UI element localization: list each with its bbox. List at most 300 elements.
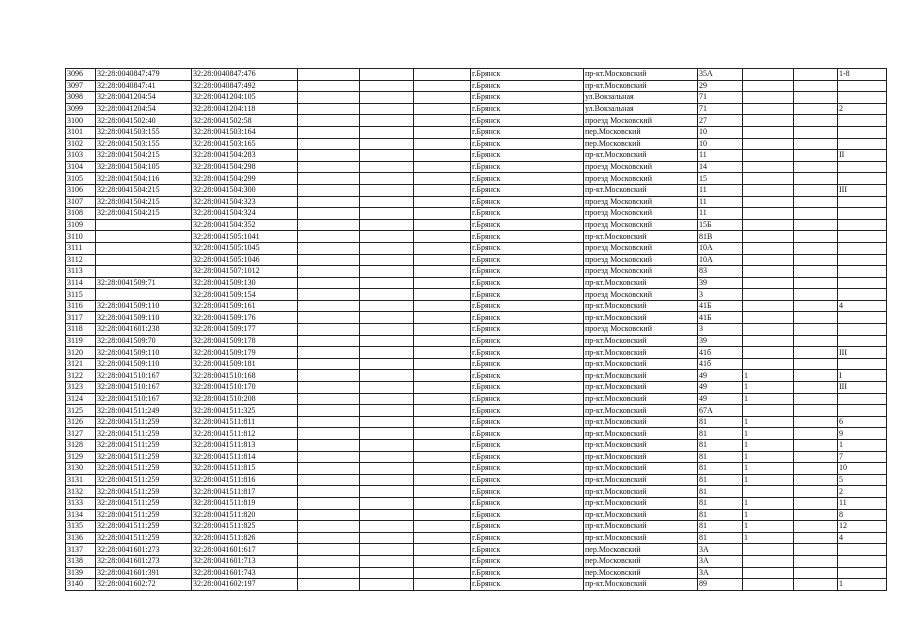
cell-blank-3 xyxy=(414,184,471,196)
cell-blank-2 xyxy=(360,300,414,312)
cell-row-number: 3117 xyxy=(66,312,96,324)
cell-apartment xyxy=(838,161,887,173)
cell-blank-2 xyxy=(360,544,414,556)
table-row xyxy=(66,173,887,185)
cell-cadastral-number: 32:28:0041509:130 xyxy=(192,277,298,289)
cell-blank-4 xyxy=(794,451,838,463)
cell-row-number: 3106 xyxy=(66,184,96,196)
cell-apartment xyxy=(838,567,887,579)
cell-parent-cadastral-number: 32:28:0040847:479 xyxy=(96,69,192,81)
cell-blank-3 xyxy=(414,312,471,324)
cell-apartment xyxy=(838,126,887,138)
cell-blank-1 xyxy=(298,126,360,138)
cell-blank-3 xyxy=(414,393,471,405)
cell-row-number: 3128 xyxy=(66,440,96,452)
cell-blank-1 xyxy=(298,405,360,417)
cell-blank-1 xyxy=(298,382,360,394)
cell-house-number: 15Б xyxy=(698,219,743,231)
cell-parent-cadastral-number: 32:28:0041204:54 xyxy=(96,92,192,104)
cell-blank-4 xyxy=(794,242,838,254)
cell-row-number: 3121 xyxy=(66,358,96,370)
cell-house-number: 10 xyxy=(698,126,743,138)
table-row xyxy=(66,231,887,243)
cell-street: пр-кт.Московский xyxy=(584,532,698,544)
cell-street: пр-кт.Московский xyxy=(584,416,698,428)
cell-parent-cadastral-number: 32:28:0041504:215 xyxy=(96,150,192,162)
cell-street: пр-кт.Московский xyxy=(584,300,698,312)
cell-building: 1 xyxy=(743,509,794,521)
cell-street: проезд Московский xyxy=(584,242,698,254)
cell-blank-3 xyxy=(414,532,471,544)
cell-parent-cadastral-number: 32:28:0041601:273 xyxy=(96,555,192,567)
cell-blank-4 xyxy=(794,509,838,521)
cell-apartment: 4 xyxy=(838,300,887,312)
cell-building xyxy=(743,196,794,208)
cell-blank-2 xyxy=(360,161,414,173)
cell-row-number: 3132 xyxy=(66,486,96,498)
cell-parent-cadastral-number: 32:28:0041511:259 xyxy=(96,486,192,498)
cell-blank-4 xyxy=(794,289,838,301)
cell-blank-2 xyxy=(360,370,414,382)
cell-cadastral-number: 32:28:0041601:617 xyxy=(192,544,298,556)
cell-blank-1 xyxy=(298,347,360,359)
cell-cadastral-number: 32:28:0041505:1045 xyxy=(192,242,298,254)
cell-row-number: 3126 xyxy=(66,416,96,428)
cell-cadastral-number: 32:28:0041511:826 xyxy=(192,532,298,544)
cell-blank-2 xyxy=(360,150,414,162)
cell-row-number: 3104 xyxy=(66,161,96,173)
cell-row-number: 3127 xyxy=(66,428,96,440)
cell-apartment xyxy=(838,231,887,243)
table-row xyxy=(66,150,887,162)
cell-row-number: 3114 xyxy=(66,277,96,289)
cell-apartment xyxy=(838,196,887,208)
cell-blank-4 xyxy=(794,266,838,278)
cell-parent-cadastral-number: 32:28:0041511:259 xyxy=(96,428,192,440)
cell-cadastral-number: 32:28:0041504:298 xyxy=(192,161,298,173)
cell-street: проезд Московский xyxy=(584,161,698,173)
cell-blank-4 xyxy=(794,416,838,428)
cell-city: г.Брянск xyxy=(471,555,584,567)
cell-apartment xyxy=(838,324,887,336)
cell-row-number: 3098 xyxy=(66,92,96,104)
cell-city: г.Брянск xyxy=(471,521,584,533)
cell-blank-2 xyxy=(360,196,414,208)
cell-blank-2 xyxy=(360,115,414,127)
cell-parent-cadastral-number xyxy=(96,242,192,254)
cell-city: г.Брянск xyxy=(471,509,584,521)
cell-blank-4 xyxy=(794,555,838,567)
cell-street: проезд Московский xyxy=(584,324,698,336)
cell-cadastral-number: 32:28:0041509:154 xyxy=(192,289,298,301)
cell-building xyxy=(743,277,794,289)
cell-house-number: 67А xyxy=(698,405,743,417)
cell-street: пр-кт.Московский xyxy=(584,497,698,509)
cell-parent-cadastral-number xyxy=(96,266,192,278)
cell-building xyxy=(743,567,794,579)
cell-row-number: 3139 xyxy=(66,567,96,579)
cell-blank-3 xyxy=(414,567,471,579)
cell-parent-cadastral-number: 32:28:0041204:54 xyxy=(96,103,192,115)
cell-blank-4 xyxy=(794,219,838,231)
cell-street: пер.Московский xyxy=(584,544,698,556)
cell-apartment xyxy=(838,405,887,417)
cell-parent-cadastral-number: 32:28:0041504:215 xyxy=(96,196,192,208)
cell-parent-cadastral-number: 32:28:0041510:167 xyxy=(96,382,192,394)
cell-house-number: 81 xyxy=(698,486,743,498)
table-row xyxy=(66,208,887,220)
cell-apartment xyxy=(838,555,887,567)
cell-cadastral-number: 32:28:0041503:165 xyxy=(192,138,298,150)
cell-house-number: 3 xyxy=(698,289,743,301)
cell-parent-cadastral-number: 32:28:0041509:110 xyxy=(96,358,192,370)
cell-street: пр-кт.Московский xyxy=(584,486,698,498)
cell-apartment: 1-8 xyxy=(838,69,887,81)
cell-blank-3 xyxy=(414,300,471,312)
cell-parent-cadastral-number xyxy=(96,289,192,301)
cell-house-number: 81 xyxy=(698,474,743,486)
cell-row-number: 3119 xyxy=(66,335,96,347)
cell-blank-3 xyxy=(414,579,471,591)
cell-building xyxy=(743,69,794,81)
cell-blank-3 xyxy=(414,219,471,231)
cell-blank-2 xyxy=(360,103,414,115)
cell-house-number: 39 xyxy=(698,277,743,289)
cell-house-number: 71 xyxy=(698,92,743,104)
cell-apartment xyxy=(838,115,887,127)
cell-street: пр-кт.Московский xyxy=(584,405,698,417)
cell-apartment xyxy=(838,289,887,301)
table-row xyxy=(66,509,887,521)
cell-house-number: 41Б xyxy=(698,300,743,312)
cell-street: проезд Московский xyxy=(584,289,698,301)
cell-street: пр-кт.Московский xyxy=(584,69,698,81)
cell-blank-1 xyxy=(298,416,360,428)
cell-row-number: 3111 xyxy=(66,242,96,254)
cell-blank-1 xyxy=(298,242,360,254)
cell-blank-2 xyxy=(360,277,414,289)
cell-street: проезд Московский xyxy=(584,196,698,208)
cell-blank-2 xyxy=(360,289,414,301)
cell-building xyxy=(743,80,794,92)
cell-blank-1 xyxy=(298,150,360,162)
cell-street: проезд Московский xyxy=(584,208,698,220)
cell-blank-1 xyxy=(298,555,360,567)
cell-blank-4 xyxy=(794,208,838,220)
cell-house-number: 41б xyxy=(698,347,743,359)
cell-city: г.Брянск xyxy=(471,428,584,440)
table-row xyxy=(66,474,887,486)
cell-parent-cadastral-number: 32:28:0041510:167 xyxy=(96,370,192,382)
cell-blank-1 xyxy=(298,103,360,115)
cell-house-number: 71 xyxy=(698,103,743,115)
table-row xyxy=(66,92,887,104)
cell-building xyxy=(743,184,794,196)
table-row xyxy=(66,335,887,347)
cell-blank-2 xyxy=(360,382,414,394)
cell-house-number: 49 xyxy=(698,393,743,405)
cell-blank-4 xyxy=(794,138,838,150)
cell-blank-1 xyxy=(298,509,360,521)
cell-blank-2 xyxy=(360,393,414,405)
cell-house-number: 29 xyxy=(698,80,743,92)
cell-row-number: 3102 xyxy=(66,138,96,150)
cell-apartment: 2 xyxy=(838,486,887,498)
cell-row-number: 3115 xyxy=(66,289,96,301)
table-row xyxy=(66,103,887,115)
cell-blank-1 xyxy=(298,474,360,486)
cell-city: г.Брянск xyxy=(471,312,584,324)
cell-row-number: 3125 xyxy=(66,405,96,417)
cell-blank-1 xyxy=(298,92,360,104)
cell-apartment: III xyxy=(838,347,887,359)
cell-blank-4 xyxy=(794,69,838,81)
table-row xyxy=(66,370,887,382)
cell-cadastral-number: 32:28:0040847:492 xyxy=(192,80,298,92)
cell-city: г.Брянск xyxy=(471,138,584,150)
cell-city: г.Брянск xyxy=(471,382,584,394)
cell-apartment xyxy=(838,138,887,150)
cell-city: г.Брянск xyxy=(471,347,584,359)
table-row xyxy=(66,405,887,417)
cell-blank-3 xyxy=(414,405,471,417)
cell-building: 1 xyxy=(743,463,794,475)
cell-blank-2 xyxy=(360,358,414,370)
cell-cadastral-number: 32:28:0040847:476 xyxy=(192,69,298,81)
cell-blank-2 xyxy=(360,324,414,336)
cell-blank-1 xyxy=(298,208,360,220)
cell-street: пр-кт.Московский xyxy=(584,474,698,486)
cell-blank-3 xyxy=(414,115,471,127)
cell-city: г.Брянск xyxy=(471,92,584,104)
cell-blank-3 xyxy=(414,126,471,138)
cell-street: пр-кт.Московский xyxy=(584,80,698,92)
cell-cadastral-number: 32:28:0041511:811 xyxy=(192,416,298,428)
cell-blank-4 xyxy=(794,393,838,405)
cell-cadastral-number: 32:28:0041509:178 xyxy=(192,335,298,347)
table-row xyxy=(66,69,887,81)
cell-parent-cadastral-number: 32:28:0041601:238 xyxy=(96,324,192,336)
table-row xyxy=(66,138,887,150)
cell-cadastral-number: 32:28:0041509:161 xyxy=(192,300,298,312)
cell-apartment: 1 xyxy=(838,579,887,591)
cell-blank-4 xyxy=(794,173,838,185)
cell-street: пр-кт.Московский xyxy=(584,579,698,591)
cell-blank-2 xyxy=(360,497,414,509)
cell-blank-3 xyxy=(414,69,471,81)
cell-house-number: 41Б xyxy=(698,312,743,324)
cell-city: г.Брянск xyxy=(471,208,584,220)
cell-building xyxy=(743,92,794,104)
cell-blank-2 xyxy=(360,69,414,81)
cell-blank-3 xyxy=(414,555,471,567)
cell-city: г.Брянск xyxy=(471,370,584,382)
cell-cadastral-number: 32:28:0041511:812 xyxy=(192,428,298,440)
table-row xyxy=(66,196,887,208)
cell-cadastral-number: 32:28:0041511:817 xyxy=(192,486,298,498)
cell-blank-1 xyxy=(298,266,360,278)
cell-cadastral-number: 32:28:0041510:208 xyxy=(192,393,298,405)
cell-cadastral-number: 32:28:0041504:323 xyxy=(192,196,298,208)
cell-city: г.Брянск xyxy=(471,497,584,509)
cell-blank-4 xyxy=(794,335,838,347)
cell-parent-cadastral-number: 32:28:0041511:259 xyxy=(96,451,192,463)
cell-street: пр-кт.Московский xyxy=(584,393,698,405)
cell-parent-cadastral-number: 32:28:0041504:116 xyxy=(96,173,192,185)
cell-blank-4 xyxy=(794,300,838,312)
cell-building xyxy=(743,335,794,347)
cell-row-number: 3110 xyxy=(66,231,96,243)
cell-cadastral-number: 32:28:0041511:816 xyxy=(192,474,298,486)
cell-apartment: 2 xyxy=(838,103,887,115)
cell-row-number: 3136 xyxy=(66,532,96,544)
cell-apartment xyxy=(838,393,887,405)
cell-parent-cadastral-number: 32:28:0041510:167 xyxy=(96,393,192,405)
cell-blank-2 xyxy=(360,208,414,220)
cell-street: пр-кт.Московский xyxy=(584,231,698,243)
cell-blank-3 xyxy=(414,173,471,185)
cell-cadastral-number: 32:28:0041509:179 xyxy=(192,347,298,359)
cell-street: пр-кт.Московский xyxy=(584,463,698,475)
cell-blank-2 xyxy=(360,312,414,324)
cell-cadastral-number: 32:28:0041511:814 xyxy=(192,451,298,463)
table-row xyxy=(66,382,887,394)
cell-building: 1 xyxy=(743,497,794,509)
cell-blank-4 xyxy=(794,358,838,370)
cell-row-number: 3101 xyxy=(66,126,96,138)
cell-city: г.Брянск xyxy=(471,69,584,81)
table-row xyxy=(66,532,887,544)
cell-building xyxy=(743,266,794,278)
cell-house-number: 15 xyxy=(698,173,743,185)
cell-building: 1 xyxy=(743,370,794,382)
cell-building xyxy=(743,138,794,150)
cell-blank-3 xyxy=(414,92,471,104)
cell-blank-4 xyxy=(794,382,838,394)
cell-city: г.Брянск xyxy=(471,300,584,312)
cell-blank-3 xyxy=(414,370,471,382)
cell-blank-3 xyxy=(414,150,471,162)
cell-blank-4 xyxy=(794,126,838,138)
table-row xyxy=(66,289,887,301)
cell-house-number: 3А xyxy=(698,555,743,567)
cell-cadastral-number: 32:28:0041503:164 xyxy=(192,126,298,138)
cell-city: г.Брянск xyxy=(471,544,584,556)
cell-street: пр-кт.Московский xyxy=(584,184,698,196)
cell-parent-cadastral-number: 32:28:0041511:259 xyxy=(96,463,192,475)
cell-blank-1 xyxy=(298,300,360,312)
cell-blank-3 xyxy=(414,497,471,509)
table-row xyxy=(66,463,887,475)
cell-row-number: 3108 xyxy=(66,208,96,220)
cell-blank-2 xyxy=(360,335,414,347)
cell-street: проезд Московский xyxy=(584,173,698,185)
cell-building xyxy=(743,231,794,243)
cell-blank-3 xyxy=(414,80,471,92)
cell-blank-3 xyxy=(414,289,471,301)
cell-blank-3 xyxy=(414,474,471,486)
cell-blank-1 xyxy=(298,358,360,370)
cell-city: г.Брянск xyxy=(471,567,584,579)
cell-parent-cadastral-number: 32:28:0041602:72 xyxy=(96,579,192,591)
cell-street: пр-кт.Московский xyxy=(584,440,698,452)
table-row xyxy=(66,416,887,428)
cell-apartment: 5 xyxy=(838,474,887,486)
cell-blank-2 xyxy=(360,428,414,440)
cell-blank-3 xyxy=(414,277,471,289)
cell-blank-4 xyxy=(794,254,838,266)
cell-street: пер.Московский xyxy=(584,138,698,150)
cell-parent-cadastral-number: 32:28:0041511:259 xyxy=(96,521,192,533)
cell-blank-3 xyxy=(414,358,471,370)
cell-row-number: 3103 xyxy=(66,150,96,162)
cell-blank-2 xyxy=(360,80,414,92)
cell-blank-3 xyxy=(414,161,471,173)
cell-street: проезд Московский xyxy=(584,115,698,127)
cell-row-number: 3138 xyxy=(66,555,96,567)
cell-row-number: 3116 xyxy=(66,300,96,312)
cell-building xyxy=(743,173,794,185)
cell-city: г.Брянск xyxy=(471,451,584,463)
cell-house-number: 3А xyxy=(698,544,743,556)
cell-row-number: 3135 xyxy=(66,521,96,533)
cell-street: пр-кт.Московский xyxy=(584,335,698,347)
cell-parent-cadastral-number: 32:28:0041511:259 xyxy=(96,497,192,509)
cell-blank-3 xyxy=(414,382,471,394)
cell-building: 1 xyxy=(743,440,794,452)
cell-city: г.Брянск xyxy=(471,324,584,336)
table-row xyxy=(66,242,887,254)
cell-parent-cadastral-number xyxy=(96,231,192,243)
cell-house-number: 3 xyxy=(698,324,743,336)
cell-cadastral-number: 32:28:0041602:197 xyxy=(192,579,298,591)
table-row xyxy=(66,428,887,440)
cell-blank-4 xyxy=(794,277,838,289)
cell-house-number: 11 xyxy=(698,184,743,196)
cell-blank-4 xyxy=(794,347,838,359)
cell-row-number: 3130 xyxy=(66,463,96,475)
cell-city: г.Брянск xyxy=(471,532,584,544)
cell-house-number: 11 xyxy=(698,196,743,208)
cell-row-number: 3129 xyxy=(66,451,96,463)
cell-blank-2 xyxy=(360,92,414,104)
cell-blank-4 xyxy=(794,497,838,509)
cell-blank-4 xyxy=(794,103,838,115)
cell-apartment xyxy=(838,254,887,266)
cell-row-number: 3131 xyxy=(66,474,96,486)
cell-parent-cadastral-number xyxy=(96,219,192,231)
cell-blank-1 xyxy=(298,196,360,208)
cell-parent-cadastral-number: 32:28:0041509:110 xyxy=(96,300,192,312)
cell-building xyxy=(743,312,794,324)
cell-city: г.Брянск xyxy=(471,103,584,115)
table-row xyxy=(66,80,887,92)
cell-blank-3 xyxy=(414,416,471,428)
cell-street: пр-кт.Московский xyxy=(584,370,698,382)
cell-house-number: 10 xyxy=(698,138,743,150)
table-row xyxy=(66,254,887,266)
cell-apartment: 9 xyxy=(838,428,887,440)
cell-cadastral-number: 32:28:0041509:176 xyxy=(192,312,298,324)
cell-city: г.Брянск xyxy=(471,440,584,452)
cell-blank-3 xyxy=(414,347,471,359)
cell-blank-2 xyxy=(360,416,414,428)
cell-building: 1 xyxy=(743,382,794,394)
cell-house-number: 49 xyxy=(698,370,743,382)
cell-city: г.Брянск xyxy=(471,80,584,92)
cell-blank-2 xyxy=(360,486,414,498)
cell-cadastral-number: 32:28:0041502:58 xyxy=(192,115,298,127)
